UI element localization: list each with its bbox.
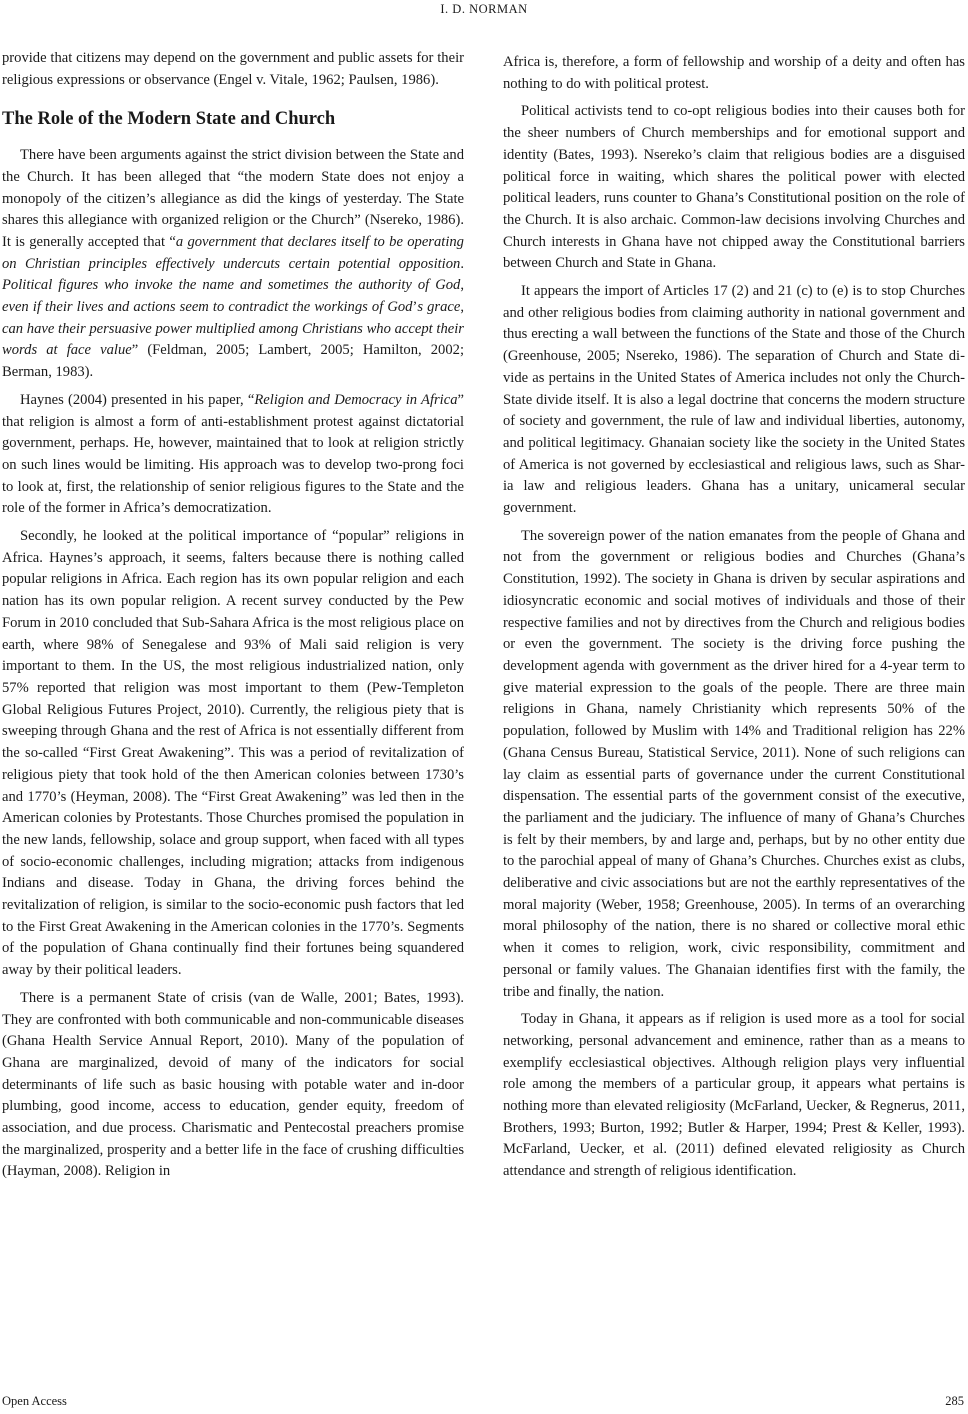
footer-journal: Open Access (2, 1394, 67, 1408)
paragraph-continued: Africa is, therefore, a form of fellowship and worship of a deity and often has nothing to do with political protest. (503, 54, 965, 92)
left-column (2, 48, 464, 1189)
paragraph-state-church: There have been arguments against the strict division between the State and the Church. It has been alleged that “the modern State does not enjoy a monopoly of the citizen’s allegiance as did the kings of yesterday. The State shares this allegiance with organized religion or the Church” (Nsereko, 1986). It is generally accepted that “a government that declares itself to be operating on Christian principles effectively undercuts certain potential opposition. Political figures who invoke the name and sometimes the authority of God, even if their lives and actions seem to contradict the workings of God’s grace, can have their persuasive power multiplied among Christians who accept their words at face value” (Feldman, 2005; Lambert, 2005; Hamilton, 2002; Berman, 1983). (2, 147, 465, 381)
paragraph-popular-religions: Secondly, he looked at the political importance of “popular” religions in Africa. Haynes’s approach, it seems, falters because there is nothing called popular religions in Africa. Each region has its own popular religion and each nation has its own popular religion. A recent survey conducted by the Pew Forum in 2010 concluded that Sub-Sahara Africa is the most religious place on earth, where 98% of Senegalese and 93% of Mali said religion is very important to them. In the US, the most religious industrialized nation, only 57% reported that religion was most important to them (Pew-Templeton Global Religious Futures Project, 2010). Currently, the religious piety that is sweeping through Ghana and the rest of Africa is not essentially different from the so-called “First Great Awakening”. This was a period of revitalization of religious piety that took hold of the then American colonies between 1730’s and 1770’s (Heyman, 2008). The “First Great Awakening” was led then in the American colonies by Protestants. Those Churches promised the population in the new lands, fellowship, solace and group support, when faced with all types of socio-economic challenges, including migration; attacks from indigenous Indians and disease. Today in Ghana, the driving forces behind the revitalization of religion, is similar to the socio-economic push factors that led to the First Great Awakening in the American colonies in the 1770’s. Segments of the population of Ghana continually find their fortunes being squandered away by their political leaders. (2, 528, 464, 979)
paragraph-continued: provide that citizens may depend on the government and public assets for their religious expressions or observance (Engel v. Vitale, 1962; Paulsen, 1986). (2, 50, 464, 88)
paragraph-religion-today: Today in Ghana, it appears as if religion is used more as a tool for social networking, personal advancement and eminence, rather than as a means to exemplify ecclesiastical objectives. Although religion plays very influential role among the members of a particular group, it appears what pertains is nothing more than elevated religiosity (McFarland, Uecker, & Regnerus, 2011, Brothers, 1993; Burton, 1992; Butler & Harper, 1994; Prest & Keller, 1993). McFarland, Uecker, et al. (2011) defined elevated religiosity as Church attendance and strength of religious identification. (503, 1011, 965, 1180)
paragraph-articles: It appears the import of Articles 17 (2) and 21 (c) to (e) is to stop Churches and other religious bodies from claiming authority in national government and thus erecting a wall between the functions of the State and those of the Church (Greenhouse, 2005; Nsereko, 1986). The separation of Church and State divide as pertains in the United States of America includes not only the Church-State divide itself. It is also a legal doctrine that concerns the modern structure of society and government, the rule of law and individual liberties, autonomy, and political legitimacy. Ghanaian society like the society in the United States of America is not governed by ecclesiastical and religious laws, such as Shar-ia law and religious leaders. Ghana has a unitary, unicameral secular government. (503, 283, 965, 517)
section-heading: The Role of the Modern State and Church (2, 109, 336, 130)
paragraph-political-activists: Political activists tend to co-opt religious bodies into their causes both for the sheer numbers of Church memberships and for emotional support and identity (Bates, 1993). Nsereko’s claim that religious bodies are a disguised political force in waiting, which shares the political power with elected political leaders, runs counter to Ghana’s Constitutional position on the role of the Church. It is also archaic. Common-law decisions involving Churches and Church interests in Ghana have not chipped away the Constitutional barriers between Church and State in Ghana. (503, 103, 965, 272)
page-number: 285 (945, 1394, 964, 1408)
right-column (503, 52, 965, 1189)
paragraph-sovereign-power: The sovereign power of the nation emanates from the people of Ghana and not from the government or religious bodies and Churches (Ghana’s Constitution, 1992). The society in Ghana is driven by secular aspirations and idiosyncratic economic and social motives of individuals and those of their respective families and not by directives from the Church and religious bodies or even the government. The society is the driving force pushing the development agenda with government as the driver hired for a 4-year term to give material expression to the goals of the people. There are three main religions in Ghana, namely Christianity which represents 50% of the population, followed by Muslim with 14% and Traditional religion has 22% (Ghana Census Bureau, Statistical Service, 2011). None of such religions can lay claim as essential parts of governance under the current Constitutional dispensation. The essential parts of the government consist of the executive, the parliament and the judiciary. The influence of many of Ghana’s Churches is felt by their members, by and large and, perhaps, but by no other entity due to the parochial appeal of many of Ghana’s Churches. Churches exist as clubs, deliberative and civic associations but are not the earthly representatives of the moral majority (Weber, 1958; Greenhouse, 2005). In terms of an overarching moral philosophy of the nation, there is no shared or collective moral ethic when it comes to religion, work, civic responsibility, commitment and personal or family values. The Ghanaian identifies first with the family, the tribe and finally, the nation. (503, 527, 965, 1000)
paragraph-haynes: Haynes (2004) presented in his paper, “Religion and Democracy in Africa” that religion is almost a form of anti-establishment protest against dictatorial government, perhaps. He, however, maintained that to look at religion strictly on such lines would be limiting. His approach was to develop two-prong foci to look at, first, the relationship of senior religious figures to the State and the role of the former in Africa’s democratization. (2, 391, 464, 517)
paragraph-crisis: There is a permanent State of crisis (van de Walle, 2001; Bates, 1993). They are confronted with both communicable and non-communicable diseases (Ghana Health Service Annual Report, 2010). Many of the population of Ghana are marginalized, devoid of many of the indicators for social determinants of life such as basic housing with potable water and in-door plumbing, good income, access to education, gender equity, freedom of association, and due process. Charismatic and Pentecostal preachers promise the marginalized, prosperity and a better life in the face of crushing difficulties (Hayman, 2008). Religion in (2, 989, 464, 1180)
running-head: I. D. NORMAN (440, 2, 528, 16)
